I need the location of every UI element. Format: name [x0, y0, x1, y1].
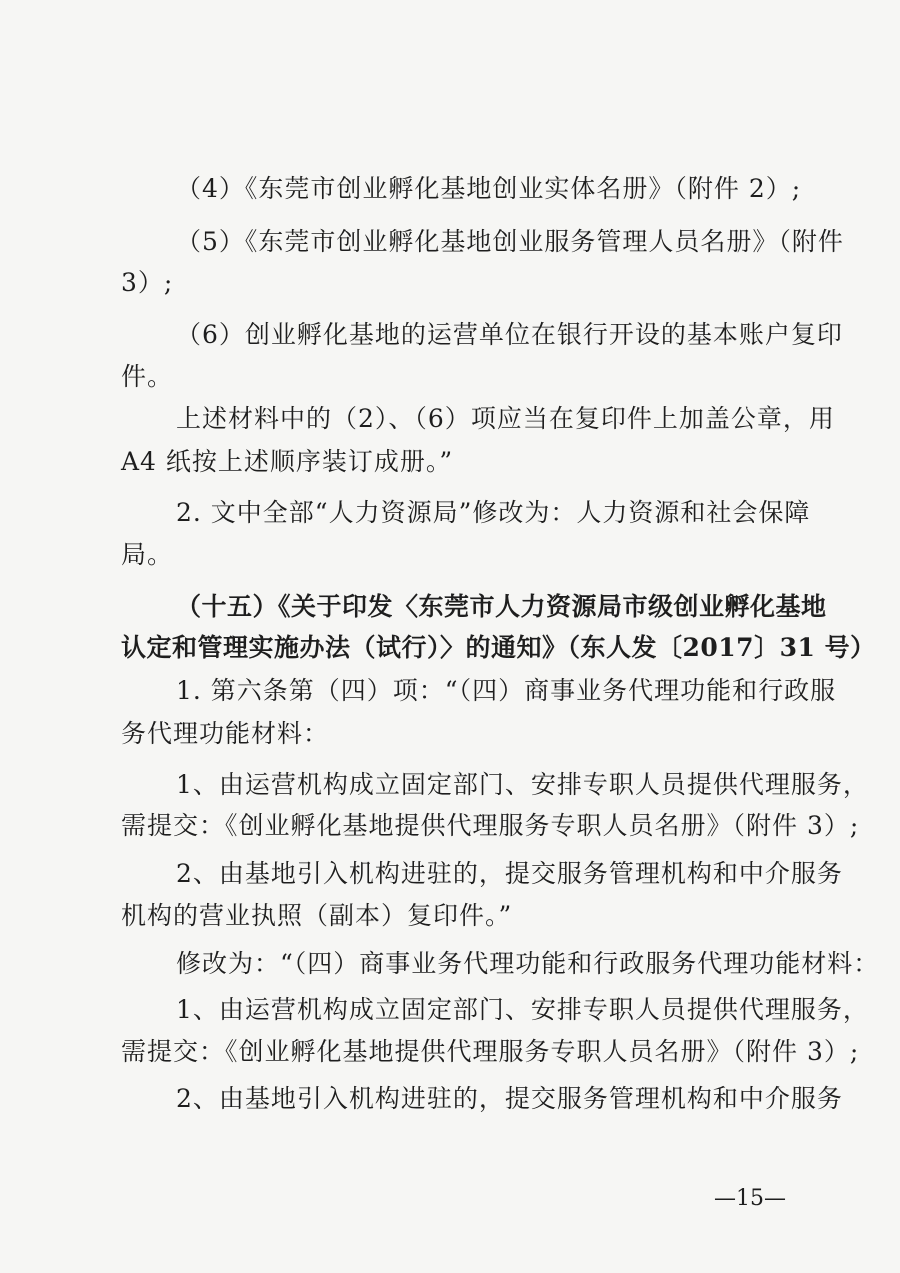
- paragraph-line-13: 需提交：《创业孵化基地提供代理服务专职人员名册》（附件 3）;: [121, 811, 860, 840]
- paragraph-line-17: 1、由运营机构成立固定部门、安排专职人员提供代理服务，: [176, 995, 869, 1024]
- paragraph-line-3: 3）;: [121, 268, 174, 297]
- paragraph-line-4: （6）创业孵化基地的运营单位在银行开设的基本账户复印: [176, 320, 843, 349]
- page-number: —15—: [714, 1186, 786, 1211]
- paragraph-line-9: 局。: [121, 540, 174, 569]
- paragraph-line-16: 修改为：“（四）商事业务代理功能和行政服务代理功能材料：: [176, 949, 880, 978]
- paragraph-line-14: 2、由基地引入机构进驻的，提交服务管理机构和中介服务: [176, 859, 843, 888]
- paragraph-line-5: 件。: [121, 362, 174, 391]
- paragraph-line-12: 1、由运营机构成立固定部门、安排专职人员提供代理服务，: [176, 770, 869, 799]
- paragraph-line-1: （4）《东莞市创业孵化基地创业实体名册》（附件 2）;: [176, 174, 802, 203]
- paragraph-line-18: 需提交：《创业孵化基地提供代理服务专职人员名册》（附件 3）;: [121, 1037, 860, 1066]
- paragraph-line-10: 1. 第六条第（四）项：“（四）商事业务代理功能和行政服: [176, 676, 837, 705]
- paragraph-line-11: 务代理功能材料：: [121, 719, 330, 748]
- section-heading-line-2: 认定和管理实施办法（试行）〉的通知》（东人发〔2017〕31 号）: [121, 633, 876, 662]
- paragraph-line-2: （5）《东莞市创业孵化基地创业服务管理人员名册》（附件: [176, 227, 844, 256]
- paragraph-line-7: A4 纸按上述顺序装订成册。”: [121, 447, 454, 476]
- paragraph-line-6: 上述材料中的（2）、（6）项应当在复印件上加盖公章，用: [176, 404, 835, 433]
- paragraph-line-19: 2、由基地引入机构进驻的，提交服务管理机构和中介服务: [176, 1084, 843, 1113]
- section-heading-line-1: （十五）《关于印发〈东莞市人力资源局市级创业孵化基地: [176, 592, 827, 621]
- paragraph-line-15: 机构的营业执照（副本）复印件。”: [121, 901, 513, 930]
- paragraph-line-8: 2. 文中全部“人力资源局”修改为：人力资源和社会保障: [176, 498, 811, 527]
